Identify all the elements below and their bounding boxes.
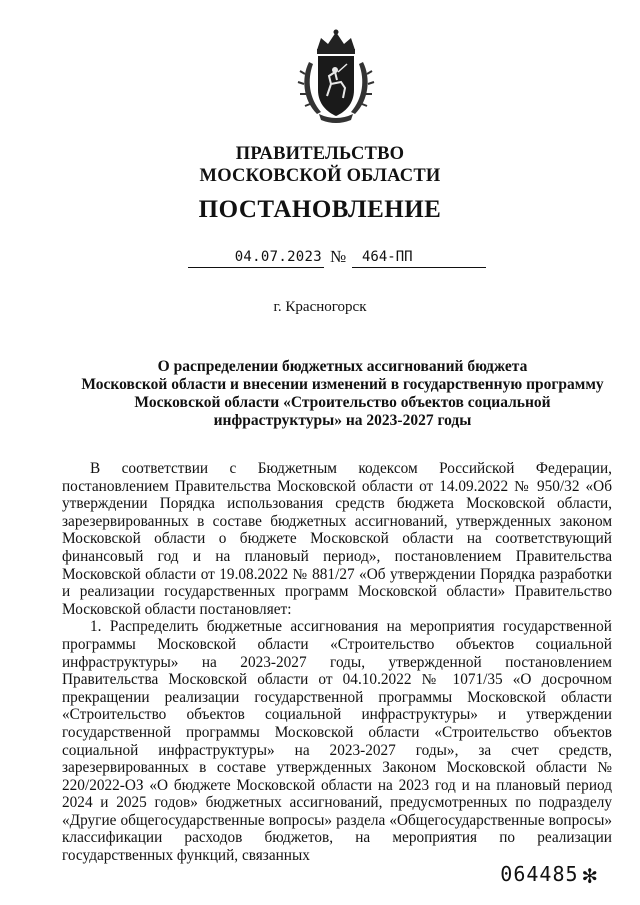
title-line-4: инфраструктуры» на 2023-2027 годы xyxy=(213,412,472,429)
place-of-issue: г. Красногорск xyxy=(273,299,367,315)
document-body xyxy=(62,460,612,865)
authority-line-1: ПРАВИТЕЛЬСТВО xyxy=(235,144,405,164)
title-line-3: Московской области «Строительство объектов социальной xyxy=(134,394,551,411)
number-sign: № xyxy=(330,247,347,266)
issuing-authority xyxy=(0,143,640,187)
body-paragraph-2: 1. Распределить бюджетные ассигнования на мероприятия государственной программы Московской области «Строительство объектов социальной инфраструктуры» на 2023-2027 годы, утвержденной постановлением Правительства Московской области от 04.10.2022 № 1071/35 «О досрочном прекращении реализации государственной программы Московской области «Строительство объектов социальной инфраструктуры» и утверждении государственной программы Московской области «Строительство объектов социальной инфраструктуры» на 2023-2027 годы», за счет средств, зарезервированных в составе утвержденных Законом Московской области № 220/2022-ОЗ «О бюджете Московской области на 2023 год и на плановый период 2024 и 2025 годов» бюджетных ассигнований, предусмотренных по подразделу «Другие общегосударственные вопросы» раздела «Общегосударственные вопросы» классификации расходов бюджетов, на мероприятия по реализации государственных функций, связанных xyxy=(62,618,612,865)
title-line-1: О распределении бюджетных ассигнований бюджета xyxy=(157,358,528,375)
asterisk-mark-icon: ✻ xyxy=(582,861,598,889)
serial-number: 064485 xyxy=(500,862,579,886)
document-type: ПОСТАНОВЛЕНИЕ xyxy=(198,196,442,223)
coat-of-arms-icon xyxy=(297,28,375,126)
document-number: 464-ПП xyxy=(352,248,486,268)
document-date: 04.07.2023 xyxy=(188,248,324,268)
document-title xyxy=(70,358,615,430)
title-line-2: Московской области и внесении изменений в государственную программу xyxy=(81,376,604,393)
serial-number-stamp xyxy=(500,861,598,889)
body-paragraph-1: В соответствии с Бюджетным кодексом Российской Федерации, постановлением Правительства Московской области от 14.09.2022 № 950/32 «Об утверждении Порядка использования средств бюджета Московской области, зарезервированных в составе бюджетных ассигнований, утвержденных законом Московской области о бюджете Московской области на соответствующий финансовый год и на плановый период», постановлением Правительства Московской области от 19.08.2022 № 881/27 «Об утверждении Порядка разработки и реализации государственных программ Московской области» Правительство Московской области постановляет: xyxy=(62,460,612,618)
authority-line-2: МОСКОВСКОЙ ОБЛАСТИ xyxy=(199,166,441,186)
